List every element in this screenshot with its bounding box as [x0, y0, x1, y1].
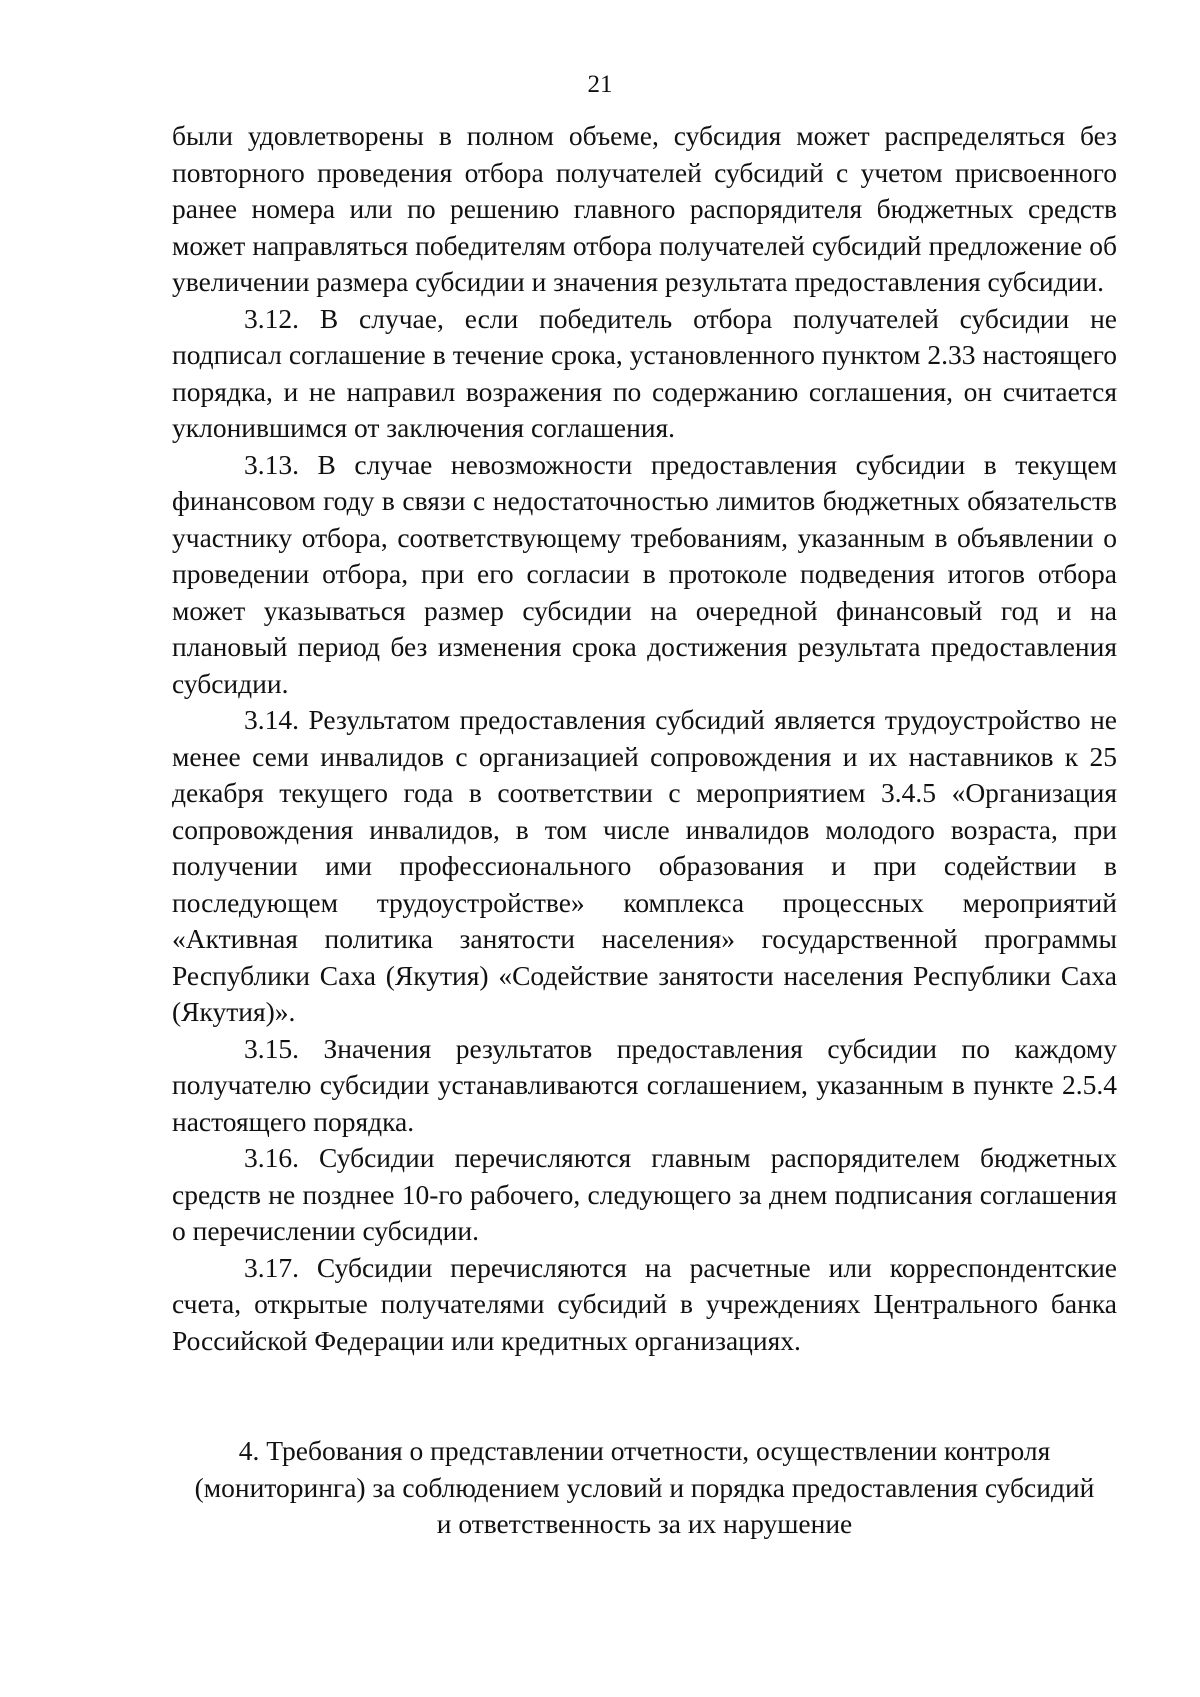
paragraph-3-15: 3.15. Значения результатов предоставления субсидии по каждому получателю субсидии устанавливаются соглашением, указанным в пункте 2.5.4 настоящего порядка. — [172, 1032, 1117, 1137]
paragraph-3-12: 3.12. В случае, если победитель отбора получателей субсидии не подписал соглашение в течение срока, установленного пунктом 2.33 настоящего порядка, и не направил возражения по содержанию соглашения, он считается уклонившимся от заключения соглашения. — [172, 302, 1117, 443]
paragraph-3-16: 3.16. Субсидии перечисляются главным распорядителем бюджетных средств не позднее 10-го рабочего, следующего за днем подписания соглашения о перечислении субсидии. — [172, 1142, 1117, 1246]
page-number: 21 — [587, 71, 613, 98]
section-heading — [172, 1433, 1117, 1543]
paragraph-3-13: 3.13. В случае невозможности предоставления субсидии в текущем финансовом году в связи с недостаточностью лимитов бюджетных обязательств участнику отбора, соответствующему требованиям, указанным в объявлении о проведении отбора, при его согласии в протоколе подведения итогов отбора может указываться размер субсидии на очередной финансовый год и на плановый период без изменения срока достижения результата предоставления субсидии. — [172, 448, 1117, 699]
paragraph-3-17: 3.17. Субсидии перечисляются на расчетные или корреспондентские счета, открытые получателями субсидий в учреждениях Центрального банка Российской Федерации или кредитных организациях. — [172, 1251, 1117, 1356]
paragraph-3-14: 3.14. Результатом предоставления субсидий является трудоустройство не менее семи инвалидов с организацией сопровождения и их наставников к 25 декабря текущего года в соответствии с мероприятием 3.4.5 «Организация сопровождения инвалидов, в том числе инвалидов молодого возраста, при получении ими профессионального образования и при содействии в последующем трудоустройстве» комплекса процессных мероприятий «Активная политика занятости населения» государственной программы Республики Саха (Якутия) «Содействие занятости населения Республики Саха (Якутия)». — [172, 704, 1117, 1027]
section-heading-line-3: и ответственность за их нарушение — [436, 1508, 853, 1539]
paragraph-continuation: были удовлетворены в полном объеме, субсидия может распределяться без повторного проведения отбора получателей субсидий с учетом присвоенного ранее номера или по решению главного распорядителя бюджетных средств может направляться победителям отбора получателей субсидий предложение об увеличении размера субсидии и значения результата предоставления субсидии. — [172, 120, 1117, 297]
section-heading-line-1: 4. Требования о представлении отчетности, осуществлении контроля — [238, 1435, 1051, 1466]
body-text — [172, 118, 1117, 1359]
section-heading-line-2: (мониторинга) за соблюдением условий и порядка предоставления субсидий — [194, 1471, 1095, 1503]
